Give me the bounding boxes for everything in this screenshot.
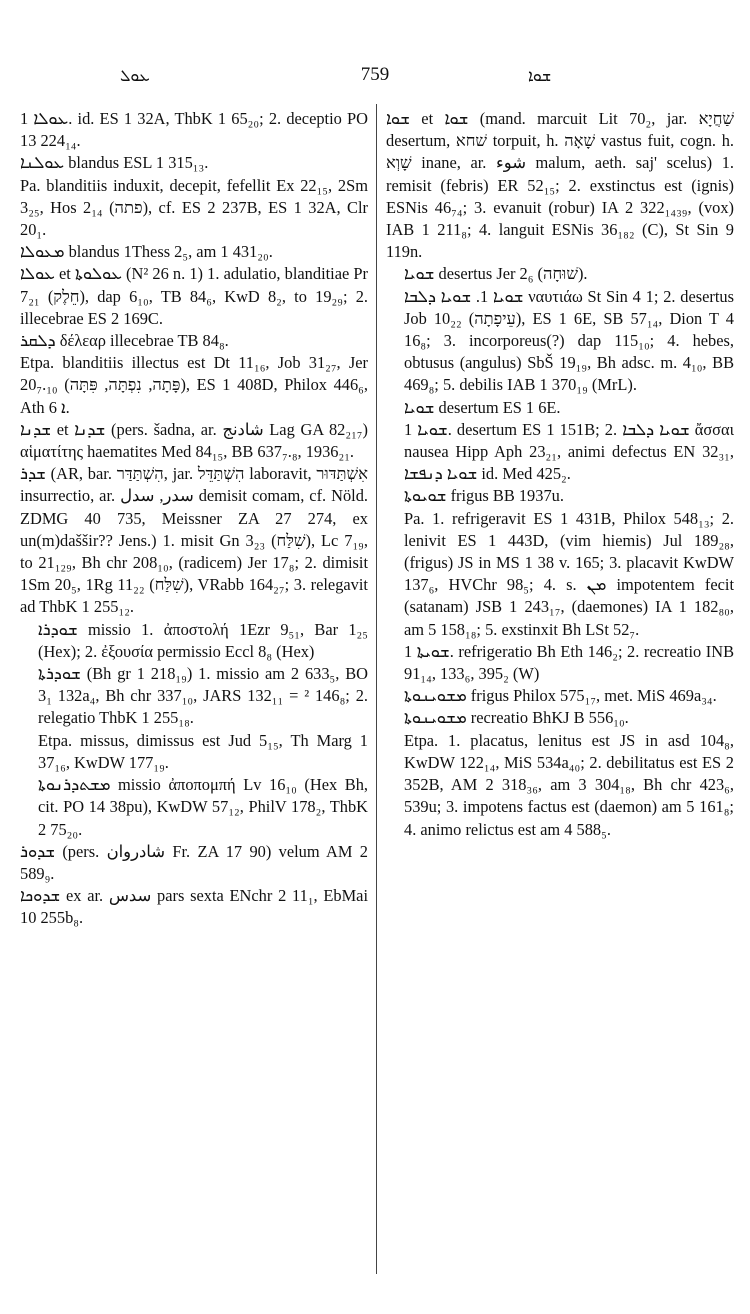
entry: ܫܘܐ et ܫܘܐ (mand. marcuit Lit 70₂, jar. שַׁחֲיָא desertum, שׁחא torpuit, h. שָׁאָה vastus fuit, cogn. h. שָׁוְא inane, ar. شوء malum, aeth. saj' scelus) 1. remisit (febris) ER 52₁₅; 2. exstinctus est (ignis) ESNis 46₇₄; 3. evanuit (robur) IA 2 322₁₄₃₉, (vox) IAB 1 211₈; 4. languit ESNis 36₁₈₂ (C), St Sin 9 119n. xyxy=(386,109,735,262)
entry: ܕܠܩܪ δέλεαρ illecebrae TB 84₈. xyxy=(20,331,229,351)
entry: ܥܘܠܐ 1. id. ES 1 32A, ThbK 1 65₂₀; 2. deceptio PO 13 224₁₄. xyxy=(20,109,368,151)
entry: ܫܘܝܐ 1. ܫܘܝܐ ܕܠܒܐ ναυτιάω St Sin 4 1; 2. desertus Job 10₂₂ (עֵיפָתָה), ES 1 6E, SB 57₁₄, Dion T 4 16₈; 3. incorporeus(?) dap 115₁₀; 4. hebes, obtusus (angulus) SbŠ 19₁₉, Bh adsc. m. 4₁₀, BB 469₈; 5. debilis IAB 1 370₁₉ (MrL). xyxy=(404,286,735,395)
entry: Pa. 1. refrigeravit ES 1 431B, Philox 548₁₃; 2. lenivit ES 1 443D, (vim hiemis) Jul 189₂₈, (frigus) JS in MS 1 38 v. 165; 3. placavit KwDW 137₆, HVChr 98₅; 4. s. ܡܢ impotentem fecit (satanam) JSB 1 243₁₇, (daemones) IA 1 182₈₀, am 5 158₁₈; 5. exstinxit Bh LSt 52₇. xyxy=(404,508,734,639)
right-column xyxy=(386,108,734,841)
entry: Etpa. blanditiis illectus est Dt 11₁₆, Job 31₂₇, Jer 20₇.₁₀ (פָּתָה, נִפְתָּה, פִּתָּה), ES 1 408D, Philox 446₆, Ath ܐ 6. xyxy=(20,353,368,417)
left-column xyxy=(20,108,368,930)
entry: ܫܘܝܘܬܐ frigus BB 1937u. xyxy=(404,486,564,506)
page-header xyxy=(0,64,750,94)
entry: ܫܘܕܪܐ missio 1. ἀποστολή 1Ezr 9₅₁, Bar 1₂₅ (Hex); 2. ἐξουσία permissio Eccl 8₈ (Hex) xyxy=(38,619,368,661)
entry: ܫܕܪ (AR, bar. הִשְׁתַּדַּר, jar. הִשְׁתַּדֵּל laboravit, אִשְׁתַּדּוּר insurrectio, ar. سدر, سدل demisit comam, cf. Nöld. ZDMG 40 735, Meissner ZA 27 274, ex un(m)daššir?? Jens.) 1. misit Gn 3₂₃ (שִׁלַּח), Lc 7₁₉, to 21₁₂₉, Bh chr 208₁₀, (radicem) Jer 17₈; 2. dimisit 1Sm 20₅, 1Rg 11₂₂ (שִׁלַּח), VRabb 164₂₇; 3. relegavit ad ThbK 1 255₁₂. xyxy=(20,464,368,617)
entry: ܫܘܝܐ desertus Jer 2₆ (שׁוּחָה). xyxy=(404,264,588,284)
left-guide-word: ܥܘܠ xyxy=(120,68,150,85)
entry: ܫܘܝܐ desertum ES 1 6E. xyxy=(404,397,561,417)
entry: Pa. blanditiis induxit, decepit, fefellit Ex 22₁₅, 2Sm 3₂₅, Hos 2₁₄ (פתה), cf. ES 2 237B, ES 1 32A, Clr 20₁. xyxy=(20,175,369,240)
entry: ܡܥܘܠܐ blandus 1Thess 2₅, am 1 431₂₀. xyxy=(20,242,273,262)
entry: ܡܫܘܝܢܘܬܐ frigus Philox 575₁₇, met. MiS 469a₃₄. xyxy=(404,686,717,706)
entry: ܫܘܝܬܐ 1. refrigeratio Bh Eth 146₂; 2. recreatio INB 91₁₄, 133₆, 395₂ (W) xyxy=(404,641,734,684)
entry: ܡܫܘܝܢܘܬܐ recreatio BhKJ B 556₁₀. xyxy=(404,708,629,728)
entry: ܫܕܘܪ (pers. شادروان Fr. ZA 17 90) velum AM 2 589₉. xyxy=(20,841,368,883)
entry: Etpa. missus, dimissus est Jud 5₁₅, Th Marg 1 37₁₆, KwDW 177₁₉. xyxy=(38,730,368,772)
entry: ܫܘܕܪܬܐ (Bh gr 1 218₁₉) 1. missio am 2 633₅, BO 3₁ 132a₄, Bh chr 337₁₀, JARS 132₁₁ = ² 146₈; 2. relegatio ThbK 1 255₁₈. xyxy=(38,664,368,728)
right-guide-word: ܫܘܐ xyxy=(528,68,552,85)
entry: Etpa. 1. placatus, lenitus est JS in asd 104₈, KwDW 122₁₄, MiS 534a₄₀; 2. debilitatus est ES 2 352B, AM 2 318₃₆, am 3 304₁₈, Bh chr 423₆, 539u; 3. impotens factus est (daemon) am 5 161₈; 4. animo relictus est am 4 588₅. xyxy=(404,730,734,839)
entry: ܥܘܠܐ et ܥܘܠܘܬܐ (N² 26 n. 1) 1. adulatio, blanditiae Pr 7₂₁ (חֵלֶק), dap 6₁₀, TB 84₆, KwD 8₂, to 19₂₉; 2. illecebrae ES 2 169C. xyxy=(20,264,369,328)
entry: ܫܕܘܟܐ ex ar. سدس pars sexta ENchr 2 11₁, EbMai 10 255b₈. xyxy=(20,886,368,928)
page-number: 759 xyxy=(360,64,390,85)
column-divider xyxy=(376,104,377,1274)
entry: ܫܘܝܐ 1. desertum ES 1 151B; 2. ܫܘܝܐ ܕܠܒܐ ἄσσαι nausea Hipp Aph 23₂₁, animi defectus EN 32₃₁, ܫܘܝܐ ܕܢܦܫܐ id. Med 425₂. xyxy=(404,419,734,484)
entry: ܥܘܠܢܐ blandus ESL 1 315₁₃. xyxy=(20,153,209,173)
entry: ܡܫܬܕܪܢܘܬܐ missio ἀποπομπή Lv 16₁₀ (Hex Bh, cit. PO 14 38pu), KwDW 57₁₂, PhilV 178₂, ThbK 2 75₂₀. xyxy=(38,775,368,839)
entry: ܫܕܢܐ et ܫܕܢܐ (pers. šadna, ar. شادنج Lag GA 82₂₁₇) αἱματίτης haematites Med 84₁₅, BB 637₇.₈, 1936₂₁. xyxy=(20,419,368,462)
